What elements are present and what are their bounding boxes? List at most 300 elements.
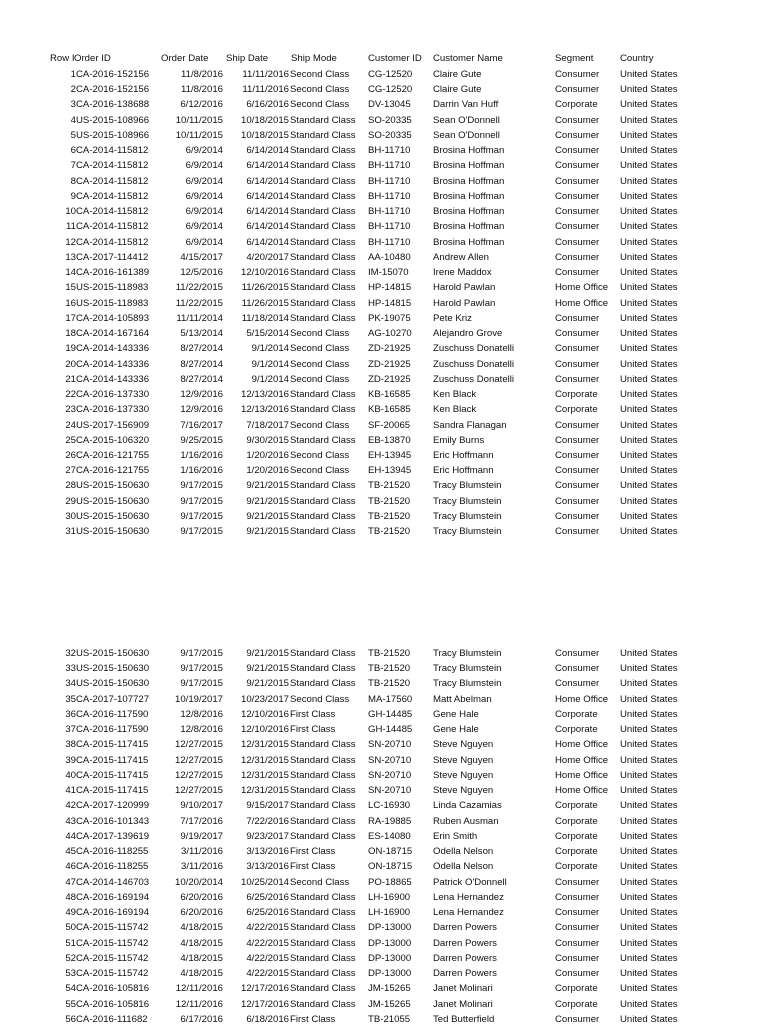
cell-segment: Home Office (555, 754, 609, 766)
cell-customer-name: Steve Nguyen (433, 739, 494, 751)
cell-segment: Home Office (555, 739, 609, 751)
cell-country: United States (620, 769, 678, 781)
cell-customer-name: Sean O'Donnell (433, 129, 500, 141)
cell-customer-name: Odella Nelson (433, 861, 494, 873)
cell-order-id: CA-2014-143336 (76, 358, 150, 370)
cell-ship-mode: Standard Class (290, 434, 356, 446)
cell-row-id: 44 (65, 830, 76, 842)
cell-segment: Home Office (555, 785, 609, 797)
cell-order-date: 9/17/2015 (180, 526, 223, 538)
header-country: Country (620, 53, 654, 64)
cell-customer-name: Ken Black (433, 389, 477, 401)
cell-row-id: 41 (65, 785, 76, 797)
cell-order-date: 9/17/2015 (180, 480, 223, 492)
cell-order-id: CA-2014-115812 (76, 236, 149, 248)
cell-segment: Consumer (555, 358, 600, 370)
cell-customer-id: HP-14815 (368, 282, 412, 294)
cell-country: United States (620, 876, 678, 888)
cell-customer-id: BH-11710 (368, 206, 411, 218)
cell-ship-mode: Standard Class (290, 678, 356, 690)
cell-customer-name: Tracy Blumstein (433, 663, 502, 675)
table-row (0, 981, 768, 996)
table-row (0, 189, 768, 204)
cell-order-date: 10/11/2015 (175, 129, 223, 141)
cell-customer-id: DP-13000 (368, 937, 412, 949)
cell-ship-mode: Standard Class (290, 297, 356, 309)
cell-segment: Consumer (555, 312, 600, 324)
cell-order-date: 12/5/2016 (180, 267, 223, 279)
cell-segment: Consumer (555, 891, 600, 903)
cell-customer-name: Janet Molinari (433, 998, 493, 1010)
cell-row-id: 54 (65, 983, 76, 995)
cell-row-id: 51 (65, 937, 76, 949)
cell-ship-date: 11/11/2016 (242, 84, 289, 96)
header-customer-id: Customer ID (368, 53, 422, 64)
table-row (0, 418, 768, 433)
cell-customer-id: JM-15265 (368, 998, 411, 1010)
cell-customer-id: LH-16900 (368, 891, 411, 903)
cell-order-id: CA-2015-106320 (76, 434, 150, 446)
cell-country: United States (620, 282, 678, 294)
cell-ship-mode: Second Class (290, 419, 350, 431)
cell-order-id: US-2015-150630 (76, 678, 150, 690)
table-row (0, 97, 768, 112)
cell-order-date: 4/18/2015 (180, 952, 223, 964)
cell-customer-id: AA-10480 (368, 251, 411, 263)
cell-customer-id: LH-16900 (368, 907, 411, 919)
cell-ship-mode: Standard Class (290, 952, 356, 964)
cell-segment: Home Office (555, 693, 609, 705)
cell-country: United States (620, 450, 678, 461)
cell-customer-id: BH-11710 (368, 145, 411, 157)
cell-order-id: CA-2015-117415 (76, 739, 149, 751)
cell-order-id: CA-2017-120999 (76, 800, 150, 812)
cell-segment: Consumer (555, 450, 600, 461)
cell-segment: Consumer (555, 69, 600, 80)
cell-row-id: 14 (65, 267, 76, 279)
cell-ship-date: 6/14/2014 (246, 206, 289, 218)
cell-row-id: 8 (70, 175, 76, 187)
cell-customer-name: Zuschuss Donatelli (433, 358, 515, 370)
cell-ship-mode: Standard Class (290, 739, 356, 751)
cell-order-id: CA-2015-115742 (76, 922, 149, 934)
cell-row-id: 55 (65, 998, 76, 1010)
cell-ship-mode: Standard Class (290, 404, 356, 416)
cell-row-id: 23 (65, 404, 76, 416)
cell-segment: Consumer (555, 175, 600, 187)
cell-customer-name: Brosina Hoffman (433, 206, 505, 218)
cell-order-id: CA-2016-169194 (76, 891, 150, 903)
cell-country: United States (620, 129, 678, 141)
cell-country: United States (620, 480, 678, 492)
cell-customer-id: GH-14485 (368, 708, 413, 720)
cell-row-id: 21 (65, 373, 76, 385)
cell-ship-date: 9/21/2015 (246, 495, 289, 507)
cell-order-date: 6/9/2014 (185, 236, 223, 248)
cell-row-id: 42 (65, 800, 76, 812)
cell-customer-id: AG-10270 (368, 328, 412, 340)
table-row (0, 509, 768, 524)
cell-ship-date: 12/10/2016 (240, 708, 289, 720)
table-row (0, 82, 768, 97)
cell-order-id: CA-2014-143336 (76, 373, 150, 385)
cell-row-id: 11 (66, 221, 76, 233)
cell-order-id: CA-2014-105893 (76, 312, 150, 324)
cell-ship-date: 6/16/2016 (246, 99, 289, 111)
cell-row-id: 32 (65, 648, 76, 659)
header-ship-mode: Ship Mode (291, 53, 337, 64)
cell-order-date: 7/17/2016 (180, 815, 223, 827)
table-row (0, 341, 768, 356)
cell-row-id: 26 (65, 450, 76, 461)
cell-ship-date: 10/23/2017 (240, 693, 289, 705)
cell-ship-mode: Standard Class (290, 998, 356, 1010)
cell-ship-date: 12/13/2016 (240, 404, 289, 416)
cell-customer-id: PK-19075 (368, 312, 411, 324)
cell-ship-mode: Standard Class (290, 648, 356, 659)
cell-order-date: 4/18/2015 (180, 922, 223, 934)
cell-segment: Corporate (555, 708, 598, 720)
cell-order-date: 3/11/2016 (181, 861, 223, 873)
cell-segment: Home Office (555, 769, 609, 781)
cell-customer-name: Darren Powers (433, 922, 497, 934)
cell-segment: Consumer (555, 419, 600, 431)
cell-order-date: 9/19/2017 (180, 830, 223, 842)
cell-ship-date: 4/20/2017 (246, 251, 289, 263)
cell-row-id: 53 (65, 968, 76, 980)
cell-order-id: CA-2016-105816 (76, 983, 150, 995)
cell-ship-mode: Second Class (290, 373, 350, 385)
cell-segment: Consumer (555, 480, 600, 492)
cell-ship-date: 9/21/2015 (246, 526, 289, 538)
cell-segment: Consumer (555, 84, 600, 96)
cell-segment: Consumer (555, 495, 600, 507)
cell-ship-mode: Second Class (290, 99, 350, 111)
table-row (0, 783, 768, 798)
cell-country: United States (620, 526, 678, 538)
cell-country: United States (620, 160, 678, 172)
cell-segment: Corporate (555, 998, 598, 1010)
table-row (0, 311, 768, 326)
cell-ship-date: 9/21/2015 (246, 480, 289, 492)
cell-ship-date: 6/18/2016 (246, 1013, 289, 1025)
cell-segment: Consumer (555, 1013, 600, 1025)
cell-customer-id: DP-13000 (368, 922, 412, 934)
cell-order-date: 11/8/2016 (181, 84, 223, 96)
table-row (0, 326, 768, 341)
cell-customer-name: Ted Butterfield (433, 1013, 495, 1025)
cell-country: United States (620, 937, 678, 949)
cell-customer-id: TB-21520 (368, 510, 411, 522)
cell-row-id: 10 (65, 206, 76, 218)
cell-customer-name: Brosina Hoffman (433, 190, 505, 202)
cell-order-id: US-2015-118983 (76, 297, 149, 309)
cell-order-date: 12/11/2016 (175, 983, 223, 995)
header-ship-date: Ship Date (226, 53, 269, 64)
cell-row-id: 7 (70, 160, 76, 172)
cell-segment: Corporate (555, 983, 598, 995)
cell-customer-id: DP-13000 (368, 968, 412, 980)
cell-order-date: 6/9/2014 (185, 175, 223, 187)
cell-customer-id: SF-20065 (368, 419, 411, 431)
cell-order-date: 12/11/2016 (175, 998, 223, 1010)
cell-order-id: CA-2014-115812 (76, 145, 149, 157)
cell-ship-date: 9/1/2014 (251, 358, 289, 370)
table-row (0, 235, 768, 250)
cell-order-date: 3/11/2016 (181, 846, 223, 858)
cell-order-date: 9/17/2015 (180, 678, 223, 690)
cell-country: United States (620, 358, 678, 370)
cell-ship-mode: Standard Class (290, 830, 356, 842)
cell-order-id: CA-2016-121755 (76, 465, 150, 477)
table-row (0, 829, 768, 844)
table-row (0, 707, 768, 722)
cell-customer-id: EH-13945 (368, 465, 412, 477)
cell-ship-date: 10/18/2015 (240, 114, 289, 126)
cell-order-date: 4/15/2017 (180, 251, 223, 263)
cell-order-id: CA-2015-117415 (76, 785, 149, 797)
cell-order-id: CA-2014-115812 (76, 175, 149, 187)
cell-segment: Consumer (555, 343, 600, 355)
cell-order-date: 9/25/2015 (180, 434, 223, 446)
cell-order-date: 6/9/2014 (185, 190, 223, 202)
cell-segment: Corporate (555, 861, 598, 873)
cell-customer-id: EB-13870 (368, 434, 411, 446)
cell-order-date: 12/27/2015 (174, 785, 223, 797)
cell-row-id: 1 (70, 69, 76, 80)
cell-ship-date: 3/13/2016 (246, 846, 289, 858)
cell-ship-mode: Standard Class (290, 769, 356, 781)
cell-country: United States (620, 69, 678, 80)
cell-ship-date: 12/10/2016 (240, 267, 289, 279)
cell-row-id: 50 (65, 922, 76, 934)
cell-segment: Corporate (555, 99, 598, 111)
cell-customer-id: DP-13000 (368, 952, 412, 964)
cell-ship-mode: Second Class (290, 69, 350, 80)
cell-country: United States (620, 891, 678, 903)
cell-order-id: CA-2016-152156 (76, 69, 150, 80)
table-row (0, 174, 768, 189)
cell-customer-name: Brosina Hoffman (433, 145, 505, 157)
cell-ship-mode: Standard Class (290, 891, 356, 903)
table-row (0, 920, 768, 935)
cell-ship-date: 6/14/2014 (246, 190, 289, 202)
cell-ship-date: 4/22/2015 (246, 922, 289, 934)
cell-customer-name: Brosina Hoffman (433, 236, 505, 248)
cell-customer-name: Sandra Flanagan (433, 419, 507, 431)
cell-customer-id: JM-15265 (368, 983, 411, 995)
table-row (0, 844, 768, 859)
table-row (0, 448, 768, 463)
cell-order-id: CA-2014-115812 (76, 190, 149, 202)
cell-row-id: 40 (65, 769, 76, 781)
cell-customer-id: KB-16585 (368, 389, 411, 401)
table-row (0, 722, 768, 737)
cell-order-id: CA-2015-115742 (76, 952, 149, 964)
cell-customer-name: Brosina Hoffman (433, 160, 505, 172)
cell-country: United States (620, 678, 678, 690)
table-row (0, 737, 768, 752)
cell-ship-mode: First Class (290, 1013, 336, 1025)
cell-segment: Consumer (555, 907, 600, 919)
cell-segment: Corporate (555, 815, 598, 827)
cell-country: United States (620, 297, 678, 309)
cell-customer-name: Patrick O'Donnell (433, 876, 507, 888)
cell-segment: Corporate (555, 724, 598, 736)
cell-order-id: CA-2015-117415 (76, 754, 149, 766)
cell-ship-mode: First Class (290, 861, 336, 873)
cell-segment: Consumer (555, 251, 600, 263)
cell-order-date: 6/17/2016 (180, 1013, 223, 1025)
cell-customer-name: Gene Hale (433, 724, 479, 736)
cell-row-id: 17 (65, 312, 76, 324)
cell-ship-date: 6/14/2014 (246, 175, 289, 187)
cell-order-date: 11/8/2016 (181, 69, 223, 80)
cell-ship-date: 4/22/2015 (246, 968, 289, 980)
cell-customer-name: Pete Kriz (433, 312, 472, 324)
cell-country: United States (620, 343, 678, 355)
cell-customer-id: ZD-21925 (368, 373, 411, 385)
cell-ship-date: 11/26/2015 (241, 297, 289, 309)
table-row (0, 905, 768, 920)
cell-order-id: CA-2016-137330 (76, 404, 150, 416)
cell-ship-date: 9/30/2015 (246, 434, 289, 446)
cell-order-id: CA-2016-152156 (76, 84, 150, 96)
cell-order-date: 7/16/2017 (180, 419, 223, 431)
cell-segment: Consumer (555, 145, 600, 157)
cell-ship-date: 6/14/2014 (246, 236, 289, 248)
cell-ship-mode: Standard Class (290, 389, 356, 401)
cell-country: United States (620, 145, 678, 157)
table-row (0, 357, 768, 372)
table-row (0, 128, 768, 143)
cell-row-id: 3 (70, 99, 76, 111)
cell-customer-name: Odella Nelson (433, 846, 494, 858)
cell-country: United States (620, 99, 678, 111)
cell-ship-mode: Second Class (290, 358, 350, 370)
cell-segment: Corporate (555, 800, 598, 812)
cell-customer-id: LC-16930 (368, 800, 411, 812)
cell-customer-name: Sean O'Donnell (433, 114, 500, 126)
cell-order-date: 1/16/2016 (180, 465, 223, 477)
header-order-date: Order Date (161, 53, 209, 64)
cell-ship-mode: Second Class (290, 465, 350, 477)
cell-order-date: 8/27/2014 (180, 343, 223, 355)
cell-customer-id: TB-21520 (368, 480, 411, 492)
cell-customer-id: HP-14815 (368, 297, 412, 309)
cell-segment: Consumer (555, 236, 600, 248)
cell-order-id: CA-2014-115812 (76, 160, 149, 172)
cell-ship-date: 9/15/2017 (246, 800, 289, 812)
table-row (0, 875, 768, 890)
cell-row-id: 4 (70, 114, 76, 126)
cell-row-id: 9 (70, 190, 76, 202)
cell-country: United States (620, 465, 678, 477)
cell-customer-name: Zuschuss Donatelli (433, 373, 515, 385)
cell-customer-name: Brosina Hoffman (433, 221, 505, 233)
cell-segment: Consumer (555, 328, 600, 340)
cell-ship-mode: First Class (290, 724, 336, 736)
cell-country: United States (620, 907, 678, 919)
cell-segment: Consumer (555, 922, 600, 934)
cell-customer-name: Linda Cazamias (433, 800, 502, 812)
cell-row-id: 38 (65, 739, 76, 751)
cell-ship-date: 1/20/2016 (246, 450, 289, 461)
cell-customer-id: ES-14080 (368, 830, 411, 842)
cell-order-date: 8/27/2014 (180, 373, 223, 385)
cell-ship-date: 9/23/2017 (246, 830, 289, 842)
table-row (0, 798, 768, 813)
cell-country: United States (620, 708, 678, 720)
cell-order-date: 6/9/2014 (185, 221, 223, 233)
cell-order-date: 5/13/2014 (180, 328, 223, 340)
cell-order-id: US-2015-150630 (76, 480, 150, 492)
cell-ship-mode: Standard Class (290, 922, 356, 934)
cell-ship-mode: Standard Class (290, 968, 356, 980)
cell-country: United States (620, 861, 678, 873)
cell-segment: Consumer (555, 267, 600, 279)
cell-row-id: 39 (65, 754, 76, 766)
cell-country: United States (620, 495, 678, 507)
cell-country: United States (620, 236, 678, 248)
cell-customer-name: Matt Abelman (433, 693, 492, 705)
table-row (0, 433, 768, 448)
table-row (0, 478, 768, 493)
cell-ship-date: 10/18/2015 (240, 129, 289, 141)
cell-customer-id: ZD-21925 (368, 343, 411, 355)
cell-ship-mode: Standard Class (290, 663, 356, 675)
cell-row-id: 19 (65, 343, 76, 355)
cell-ship-mode: Standard Class (290, 282, 356, 294)
cell-ship-date: 1/20/2016 (246, 465, 289, 477)
cell-order-id: CA-2014-115812 (76, 221, 149, 233)
cell-order-id: US-2017-156909 (76, 419, 150, 431)
cell-customer-name: Tracy Blumstein (433, 678, 502, 690)
table-row (0, 204, 768, 219)
cell-order-date: 1/16/2016 (180, 450, 223, 461)
cell-order-date: 12/9/2016 (180, 389, 223, 401)
cell-segment: Corporate (555, 830, 598, 842)
cell-segment: Consumer (555, 876, 600, 888)
cell-customer-id: EH-13945 (368, 450, 412, 461)
cell-order-id: CA-2016-117590 (76, 708, 149, 720)
header-row (0, 51, 768, 66)
cell-order-id: US-2015-150630 (76, 663, 150, 675)
cell-ship-date: 12/31/2015 (240, 785, 289, 797)
table-row (0, 296, 768, 311)
cell-order-date: 12/27/2015 (174, 769, 223, 781)
cell-order-date: 9/17/2015 (180, 663, 223, 675)
cell-customer-name: Steve Nguyen (433, 769, 494, 781)
table-row (0, 494, 768, 509)
cell-customer-id: TB-21520 (368, 495, 411, 507)
header-customer-name: Customer Name (433, 53, 503, 64)
cell-row-id: 45 (65, 846, 76, 858)
table-row (0, 463, 768, 478)
cell-customer-id: TB-21520 (368, 678, 411, 690)
cell-ship-mode: Second Class (290, 84, 350, 96)
cell-customer-name: Steve Nguyen (433, 785, 494, 797)
cell-customer-name: Harold Pawlan (433, 282, 496, 294)
cell-customer-id: SN-20710 (368, 769, 412, 781)
cell-country: United States (620, 693, 678, 705)
cell-customer-name: Darren Powers (433, 937, 497, 949)
table-row (0, 158, 768, 173)
cell-row-id: 43 (65, 815, 76, 827)
cell-ship-date: 6/14/2014 (246, 160, 289, 172)
cell-ship-mode: Standard Class (290, 526, 356, 538)
cell-customer-id: ON-18715 (368, 861, 413, 873)
